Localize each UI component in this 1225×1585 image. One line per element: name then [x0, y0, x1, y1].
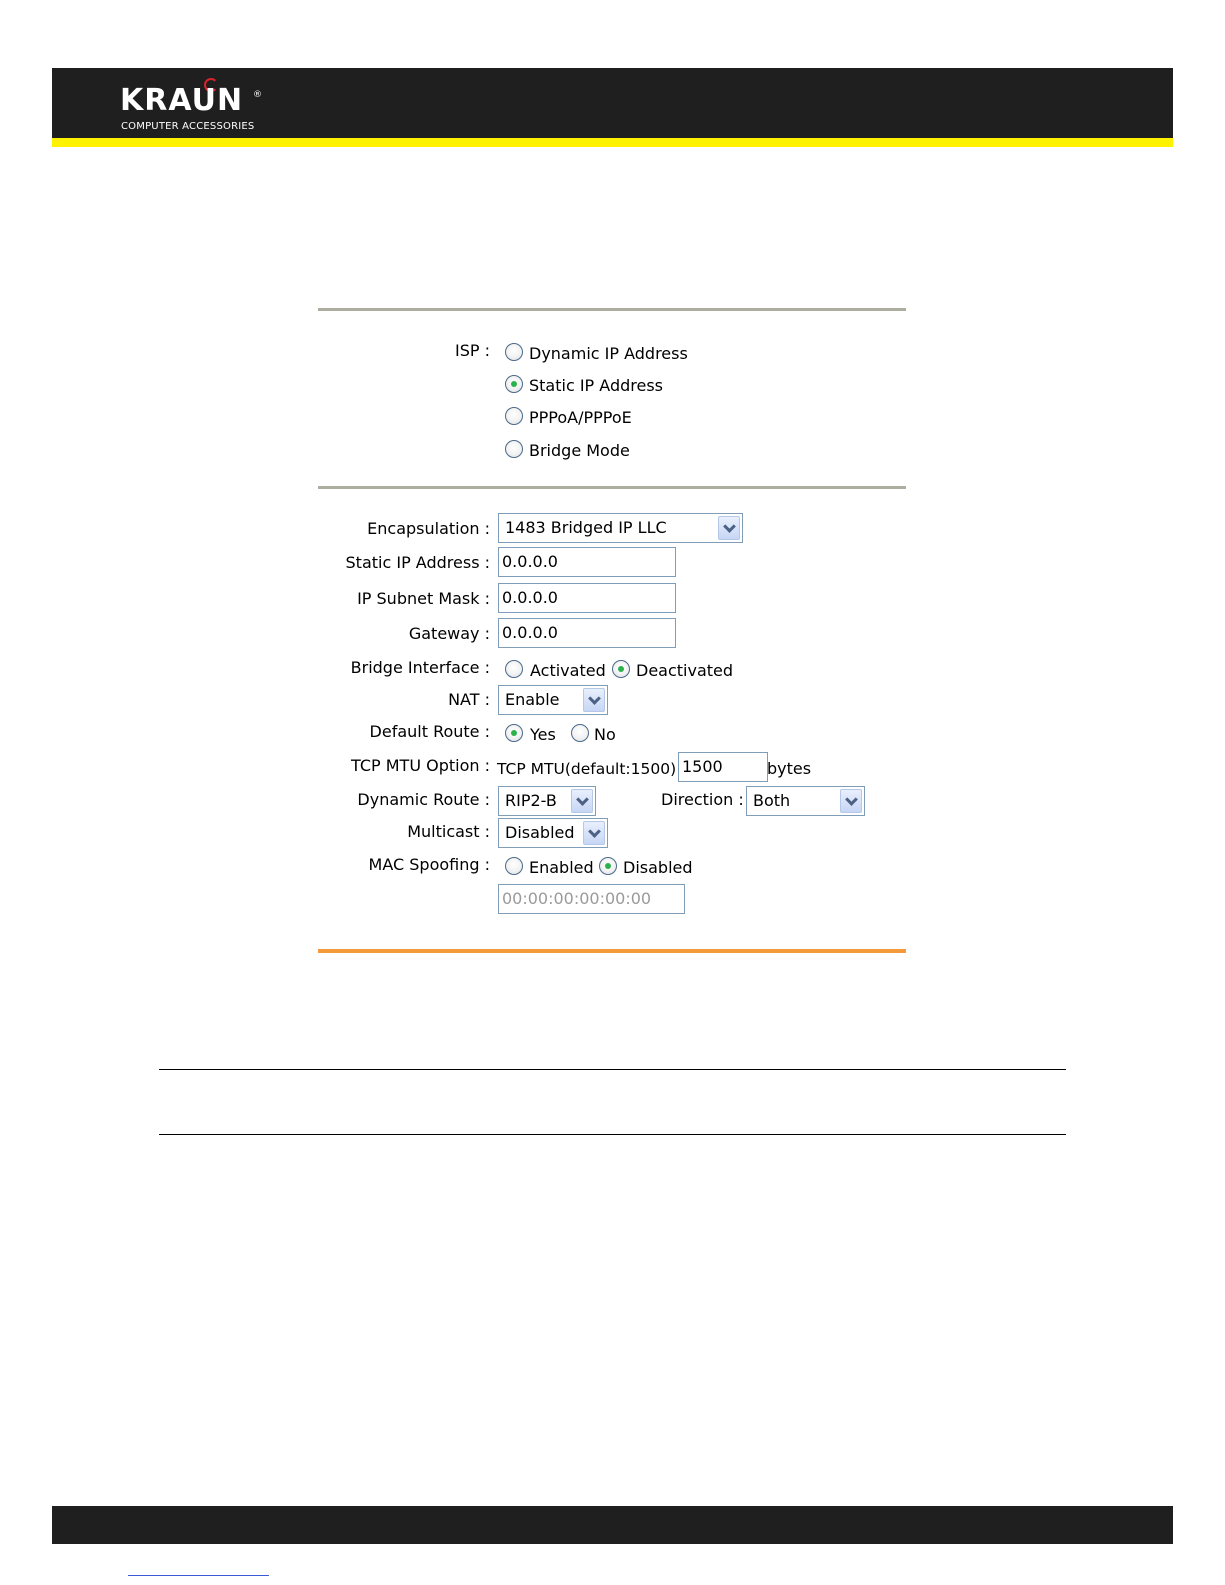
nat-select[interactable]: [498, 685, 608, 715]
isp-label: ISP :: [455, 341, 490, 360]
multicast-select[interactable]: [498, 818, 608, 848]
bridge-radio-activated[interactable]: [505, 660, 523, 678]
logo-registered-mark: ®: [253, 90, 262, 100]
isp-option-static: Static IP Address: [529, 376, 664, 395]
nat-label: NAT :: [448, 690, 490, 709]
separator-line-upper: [159, 1069, 1066, 1070]
default-route-option-no: No: [594, 725, 616, 744]
default-route-radio-no[interactable]: [571, 724, 589, 742]
logo-tagline: COMPUTER ACCESSORIES: [121, 121, 255, 132]
direction-value: Both: [753, 791, 791, 810]
isp-option-bridge: Bridge Mode: [529, 441, 630, 460]
static-ip-input[interactable]: 0.0.0.0: [498, 547, 676, 577]
isp-radio-static[interactable]: [505, 375, 523, 393]
mac-address-input[interactable]: 00:00:00:00:00:00: [498, 884, 685, 914]
direction-select[interactable]: [746, 786, 865, 816]
bridge-option-deactivated: Deactivated: [636, 661, 734, 680]
subnet-mask-input[interactable]: 0.0.0.0: [498, 583, 676, 613]
encapsulation-value: 1483 Bridged IP LLC: [505, 518, 667, 537]
mac-spoofing-radio-enabled[interactable]: [505, 857, 523, 875]
dynamic-route-label: Dynamic Route :: [357, 790, 490, 809]
direction-label: Direction :: [661, 790, 744, 809]
static-ip-label: Static IP Address :: [345, 553, 490, 572]
isp-radio-pppoa[interactable]: [505, 407, 523, 425]
mac-spoofing-label: MAC Spoofing :: [368, 855, 490, 874]
tcp-mtu-prefix: TCP MTU(default:1500): [497, 760, 677, 778]
tcp-mtu-suffix: bytes: [767, 759, 812, 778]
middle-divider: [318, 486, 906, 489]
default-route-label: Default Route :: [369, 722, 490, 741]
chevron-down-icon[interactable]: [583, 821, 605, 845]
subnet-mask-label: IP Subnet Mask :: [357, 589, 490, 608]
footer-bar: [52, 1506, 1173, 1544]
dynamic-route-select[interactable]: [498, 786, 596, 816]
bridge-interface-label: Bridge Interface :: [350, 658, 490, 677]
isp-radio-dynamic[interactable]: [505, 343, 523, 361]
tcp-mtu-label: TCP MTU Option :: [351, 756, 490, 775]
dynamic-route-value: RIP2-B: [505, 791, 557, 810]
mac-spoofing-option-enabled: Enabled: [529, 858, 594, 877]
chevron-down-icon[interactable]: [583, 688, 605, 712]
logo-wordmark: KRAUN: [120, 83, 244, 118]
kraun-logo: [120, 84, 270, 134]
isp-option-pppoa: PPPoA/PPPoE: [529, 408, 632, 427]
separator-line-lower: [159, 1134, 1066, 1135]
top-divider: [318, 308, 906, 311]
isp-radio-bridge[interactable]: [505, 440, 523, 458]
chevron-down-icon[interactable]: [571, 789, 593, 813]
multicast-value: Disabled: [505, 823, 575, 842]
chevron-down-icon[interactable]: [840, 789, 862, 813]
form-bottom-rule: [318, 949, 906, 953]
gateway-input[interactable]: 0.0.0.0: [498, 618, 676, 648]
encapsulation-select[interactable]: [498, 513, 743, 543]
multicast-label: Multicast :: [407, 822, 490, 841]
isp-option-dynamic: Dynamic IP Address: [529, 344, 688, 363]
nat-value: Enable: [505, 690, 560, 709]
bridge-option-activated: Activated: [530, 661, 606, 680]
chevron-down-icon[interactable]: [718, 516, 740, 540]
footer-link-underline: [128, 1575, 269, 1576]
default-route-option-yes: Yes: [530, 725, 556, 744]
default-route-radio-yes[interactable]: [505, 724, 523, 742]
encapsulation-label: Encapsulation :: [367, 519, 490, 538]
mac-spoofing-option-disabled: Disabled: [623, 858, 693, 877]
gateway-label: Gateway :: [408, 624, 490, 643]
mac-spoofing-radio-disabled[interactable]: [599, 857, 617, 875]
tcp-mtu-input[interactable]: 1500: [678, 752, 768, 782]
header-stripe: [52, 138, 1173, 147]
bridge-radio-deactivated[interactable]: [612, 660, 630, 678]
